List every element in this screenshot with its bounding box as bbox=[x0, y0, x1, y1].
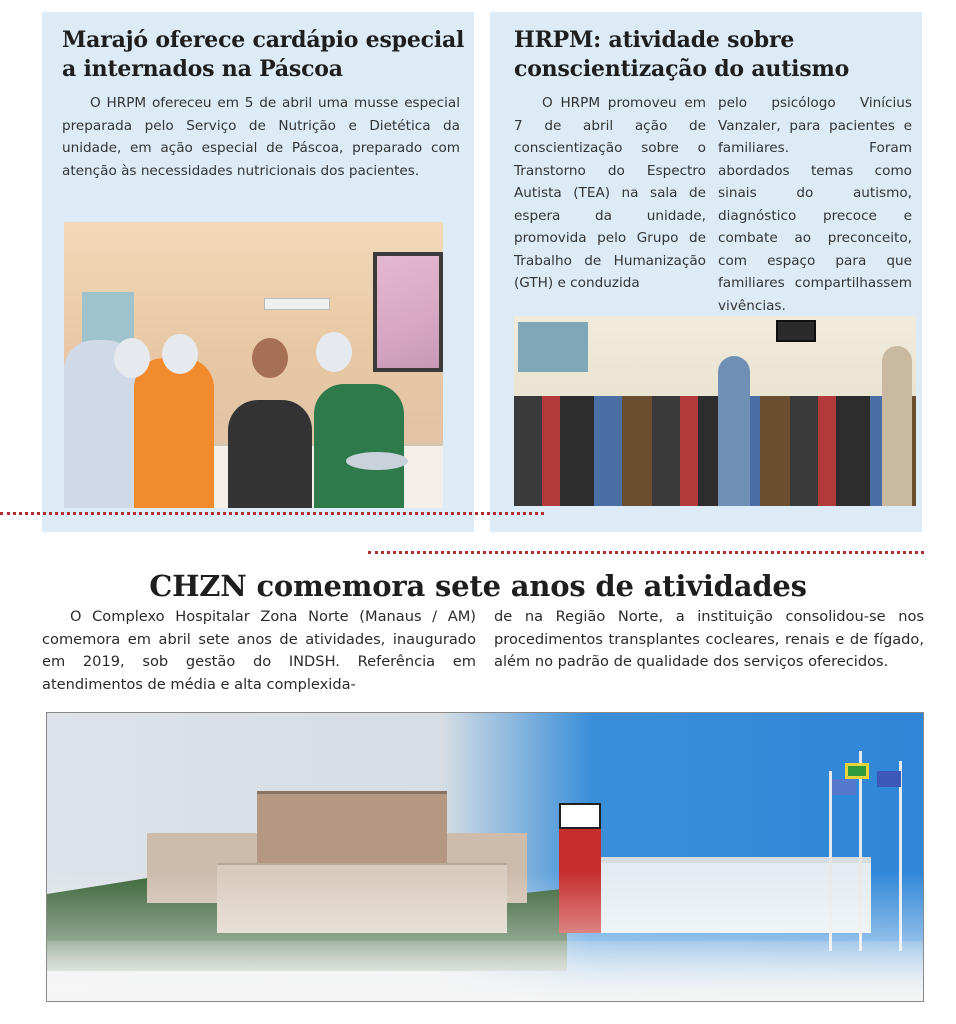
photo-pavement bbox=[47, 941, 923, 1001]
article-body-column-2: pelo psicólogo Vinícius Vanzaler, para pacientes e familiares. Foram abordados temas como sinais do autismo, diagnóstico precoce e combate ao preconceito, com espaço para que familiares compartilhassem vivências. bbox=[718, 95, 912, 314]
photo-head bbox=[114, 338, 150, 378]
article-body-text: O Complexo Hospitalar Zona Norte (Manaus / AM) comemora em abril sete anos de atividades, inaugurado em 2019, sob gestão do INDSH. Referência em atendimentos de média e alta complexida- bbox=[42, 608, 476, 693]
photo-person-staff bbox=[134, 358, 214, 508]
photo-dessert-bowl bbox=[346, 452, 408, 470]
section-divider bbox=[0, 512, 544, 515]
photo-head bbox=[316, 332, 352, 372]
photo-window bbox=[373, 252, 443, 372]
photo-head bbox=[162, 334, 198, 374]
photo-hospital-complex bbox=[46, 712, 924, 1002]
section-divider bbox=[368, 551, 924, 554]
photo-person-patient bbox=[228, 400, 312, 508]
article-body-column-1: O HRPM promoveu em 7 de abril ação de conscientização sobre o Transtorno do Espectro Autista (TEA) na sala de espera da unidade, promovida pelo Grupo de Trabalho de Humanização (GTH) e conduzida bbox=[514, 95, 706, 291]
photo-audience bbox=[514, 396, 916, 506]
article-body-text: de na Região Norte, a instituição consolidou-se nos procedimentos transplantes cocleares, renais e de fígado, além no padrão de qualidade dos serviços oferecidos. bbox=[494, 608, 924, 671]
article-body-column-2 bbox=[494, 606, 924, 674]
photo-standing-person bbox=[882, 346, 912, 506]
article-headline: CHZN comemora sete anos de atividades bbox=[149, 569, 807, 603]
photo-patient-room bbox=[64, 222, 443, 508]
photo-head bbox=[252, 338, 288, 378]
photo-person-staff bbox=[314, 384, 404, 508]
photo-speaker bbox=[718, 356, 750, 506]
article-headline: Marajó oferece cardápio especial a internados na Páscoa bbox=[62, 27, 465, 82]
article-headline: HRPM: atividade sobre conscientização do autismo bbox=[514, 27, 850, 82]
article-body-column-1 bbox=[42, 606, 476, 696]
photo-television bbox=[776, 320, 816, 342]
article-body: O HRPM ofereceu em 5 de abril uma musse especial preparada pelo Serviço de Nutrição e Dietética da unidade, em ação especial de Páscoa, preparado com atenção às necessidades nutricionais dos pacientes. bbox=[62, 95, 460, 179]
photo-wall-poster bbox=[518, 322, 588, 372]
photo-waiting-room bbox=[514, 316, 916, 506]
photo-air-conditioner bbox=[264, 298, 330, 310]
